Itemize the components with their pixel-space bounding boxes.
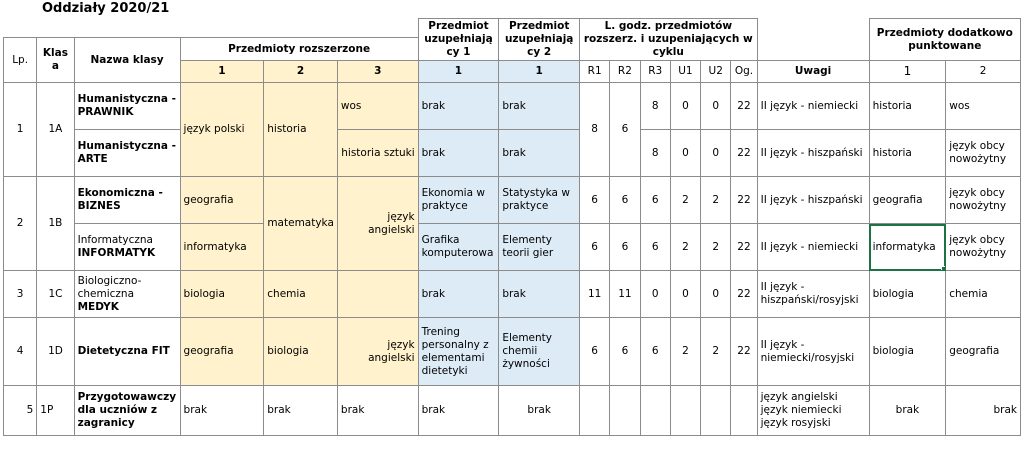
cell-additional-2: język obcy nowożytny — [946, 224, 1021, 271]
cell-additional-1: biologia — [869, 318, 946, 386]
cell-nazwa — [74, 224, 180, 271]
cell-uwagi: II język - niemiecki — [757, 83, 869, 130]
nazwa-line: BIZNES — [77, 200, 121, 212]
cell-roz-2: brak — [264, 386, 338, 436]
header-uzup1-num: 1 — [418, 61, 499, 83]
cell-additional-1: biologia — [869, 271, 946, 318]
cell-roz-3 — [337, 271, 418, 318]
cell-roz-3: brak — [337, 386, 418, 436]
cell-uzup-2: Elementy chemii żywności — [499, 318, 580, 386]
cell-additional-1: historia — [869, 83, 946, 130]
cell-uzup-2: brak — [499, 386, 580, 436]
cell-roz-1: język polski — [180, 83, 264, 177]
header-roz-3: 3 — [337, 61, 418, 83]
cell-u2: 2 — [701, 224, 731, 271]
cell-u2: 0 — [701, 130, 731, 177]
cell-r1: 6 — [580, 177, 610, 224]
cell-uwagi — [757, 386, 869, 436]
cell-u1: 2 — [670, 318, 700, 386]
cell-u2: 0 — [701, 83, 731, 130]
cell-u1: 2 — [670, 224, 700, 271]
nazwa-line: ARTE — [77, 153, 108, 165]
cell-nazwa: Przygotowawczy dla uczniów z zagranicy — [74, 386, 180, 436]
cell-u2 — [701, 386, 731, 436]
cell-og: 22 — [731, 177, 757, 224]
nazwa-line: MEDYK — [77, 300, 119, 313]
cell-uwagi: II język - hiszpański — [757, 177, 869, 224]
cell-r2: 6 — [610, 224, 640, 271]
cell-u1: 0 — [670, 271, 700, 318]
cell-u1: 0 — [670, 83, 700, 130]
nazwa-line: INFORMATYK — [77, 247, 156, 259]
cell-r2: 6 — [610, 177, 640, 224]
cell-r3: 8 — [640, 83, 670, 130]
cell-roz-2: biologia — [264, 318, 338, 386]
nazwa-line: Humanistyczna - — [77, 140, 176, 152]
cell-additional-2: chemia — [946, 271, 1021, 318]
header-uzup2: Przedmiot uzupełniający 2 — [499, 19, 580, 61]
cell-r2: 6 — [610, 83, 640, 177]
cell-u2: 2 — [701, 318, 731, 386]
cell-nazwa — [74, 83, 180, 130]
cell-roz-1: biologia — [180, 271, 264, 318]
cell-r1: 8 — [580, 83, 610, 177]
header-row-top — [4, 19, 1021, 38]
cell-nazwa — [74, 271, 180, 318]
cell-additional-2: wos — [946, 83, 1021, 130]
cell-uzup-2: brak — [499, 130, 580, 177]
table-row — [4, 224, 1021, 271]
cell-r2: 6 — [610, 318, 640, 386]
cell-additional-2: język obcy nowożytny — [946, 177, 1021, 224]
cell-additional-2: brak — [946, 386, 1021, 436]
cell-u1 — [670, 386, 700, 436]
header-r3: R3 — [640, 61, 670, 83]
uwagi-line: język niemiecki — [760, 404, 842, 416]
cell-uzup-1: brak — [418, 130, 499, 177]
table-row — [4, 318, 1021, 386]
nazwa-line: Biologiczno-chemiczna — [77, 274, 142, 300]
cell-uzup-1: Grafika komputerowa — [418, 224, 499, 271]
cell-lp: 1 — [4, 83, 37, 177]
header-additional: Przedmioty dodatkowo punktowane — [869, 19, 1020, 61]
nazwa-line: Humanistyczna - — [77, 93, 176, 105]
cell-og: 22 — [731, 318, 757, 386]
cell-og: 22 — [731, 271, 757, 318]
cell-lp: 4 — [4, 318, 37, 386]
table-row — [4, 271, 1021, 318]
cell-uzup-2: brak — [499, 271, 580, 318]
cell-u1: 0 — [670, 130, 700, 177]
cell-roz-3: historia sztuki — [337, 130, 418, 177]
cell-r3: 0 — [640, 271, 670, 318]
classes-table — [3, 18, 1021, 436]
cell-uwagi: II język - hiszpański — [757, 130, 869, 177]
cell-r3 — [640, 386, 670, 436]
cell-klasa: 1A — [37, 83, 74, 177]
cell-r2: 11 — [610, 271, 640, 318]
header-roz-1: 1 — [180, 61, 264, 83]
header-r1: R1 — [580, 61, 610, 83]
cell-og — [731, 386, 757, 436]
cell-uwagi: II język - niemiecki/rosyjski — [757, 318, 869, 386]
selected-cell-additional-1[interactable]: informatyka — [869, 224, 946, 271]
header-extended: Przedmioty rozszerzone — [180, 38, 418, 61]
cell-r1: 11 — [580, 271, 610, 318]
cell-r2 — [610, 386, 640, 436]
cell-u2: 2 — [701, 177, 731, 224]
nazwa-line: Ekonomiczna - — [77, 187, 163, 199]
cell-additional-1: geografia — [869, 177, 946, 224]
header-additional-1: 1 — [869, 61, 946, 83]
cell-uzup-1: Trening personalny z elementami dietetyki — [418, 318, 499, 386]
cell-roz-1: brak — [180, 386, 264, 436]
nazwa-line: Informatyczna — [77, 234, 153, 246]
cell-r1: 6 — [580, 318, 610, 386]
cell-nazwa — [74, 177, 180, 224]
cell-r3: 6 — [640, 318, 670, 386]
cell-r3: 8 — [640, 130, 670, 177]
cell-u2: 0 — [701, 271, 731, 318]
cell-lp: 5 — [4, 386, 37, 436]
cell-uwagi: II język - hiszpański/rosyjski — [757, 271, 869, 318]
cell-klasa: 1C — [37, 271, 74, 318]
cell-roz-1: informatyka — [180, 224, 264, 271]
nazwa-line: PRAWNIK — [77, 106, 134, 118]
cell-uzup-1: Ekonomia w praktyce — [418, 177, 499, 224]
cell-og: 22 — [731, 224, 757, 271]
table-row — [4, 83, 1021, 130]
header-lp: Lp. — [4, 38, 37, 83]
header-og: Og. — [731, 61, 757, 83]
cell-klasa: 1B — [37, 177, 74, 271]
cell-lp: 3 — [4, 271, 37, 318]
cell-og: 22 — [731, 83, 757, 130]
cell-roz-1: geografia — [180, 177, 264, 224]
uwagi-line: język rosyjski — [760, 417, 831, 429]
cell-uzup-1: brak — [418, 386, 499, 436]
cell-roz-3: wos — [337, 83, 418, 130]
cell-nazwa — [74, 130, 180, 177]
cell-additional-2: geografia — [946, 318, 1021, 386]
cell-additional-2: język obcy nowożytny — [946, 130, 1021, 177]
table-row — [4, 386, 1021, 436]
cell-uzup-1: brak — [418, 271, 499, 318]
cell-r1 — [580, 386, 610, 436]
header-nazwa: Nazwa klasy — [74, 38, 180, 83]
header-roz-2: 2 — [264, 61, 338, 83]
header-hours: L. godz. przedmiotów rozszerz. i uzupeniających w cyklu — [580, 19, 758, 61]
header-additional-2: 2 — [946, 61, 1021, 83]
header-uwagi: Uwagi — [757, 61, 869, 83]
header-uzup1: Przedmiot uzupełniający 1 — [418, 19, 499, 61]
cell-r3: 6 — [640, 177, 670, 224]
cell-roz-2: historia — [264, 83, 338, 177]
table-row — [4, 177, 1021, 224]
cell-uzup-2: Statystyka w praktyce — [499, 177, 580, 224]
cell-lp: 2 — [4, 177, 37, 271]
header-u1: U1 — [670, 61, 700, 83]
cell-uzup-1: brak — [418, 83, 499, 130]
header-r2: R2 — [610, 61, 640, 83]
cell-roz-2: chemia — [264, 271, 338, 318]
header-uzup2-num: 1 — [499, 61, 580, 83]
cell-r3: 6 — [640, 224, 670, 271]
page-title: Oddziały 2020/21 — [42, 1, 170, 16]
cell-roz-3: język angielski — [337, 318, 418, 386]
cell-klasa: 1D — [37, 318, 74, 386]
cell-additional-1: historia — [869, 130, 946, 177]
table-row — [4, 130, 1021, 177]
cell-uwagi: II język - niemiecki — [757, 224, 869, 271]
cell-nazwa: Dietetyczna FIT — [74, 318, 180, 386]
cell-roz-3: język angielski — [337, 177, 418, 271]
uwagi-line: język angielski — [760, 391, 838, 403]
cell-og: 22 — [731, 130, 757, 177]
cell-uzup-2: Elementy teorii gier — [499, 224, 580, 271]
cell-r1: 6 — [580, 224, 610, 271]
header-klasa: Klasa — [37, 38, 74, 83]
cell-klasa: 1P — [37, 386, 74, 436]
cell-roz-2: matematyka — [264, 177, 338, 271]
cell-roz-1: geografia — [180, 318, 264, 386]
cell-additional-1: brak — [869, 386, 946, 436]
header-u2: U2 — [701, 61, 731, 83]
cell-uzup-2: brak — [499, 83, 580, 130]
cell-u1: 2 — [670, 177, 700, 224]
